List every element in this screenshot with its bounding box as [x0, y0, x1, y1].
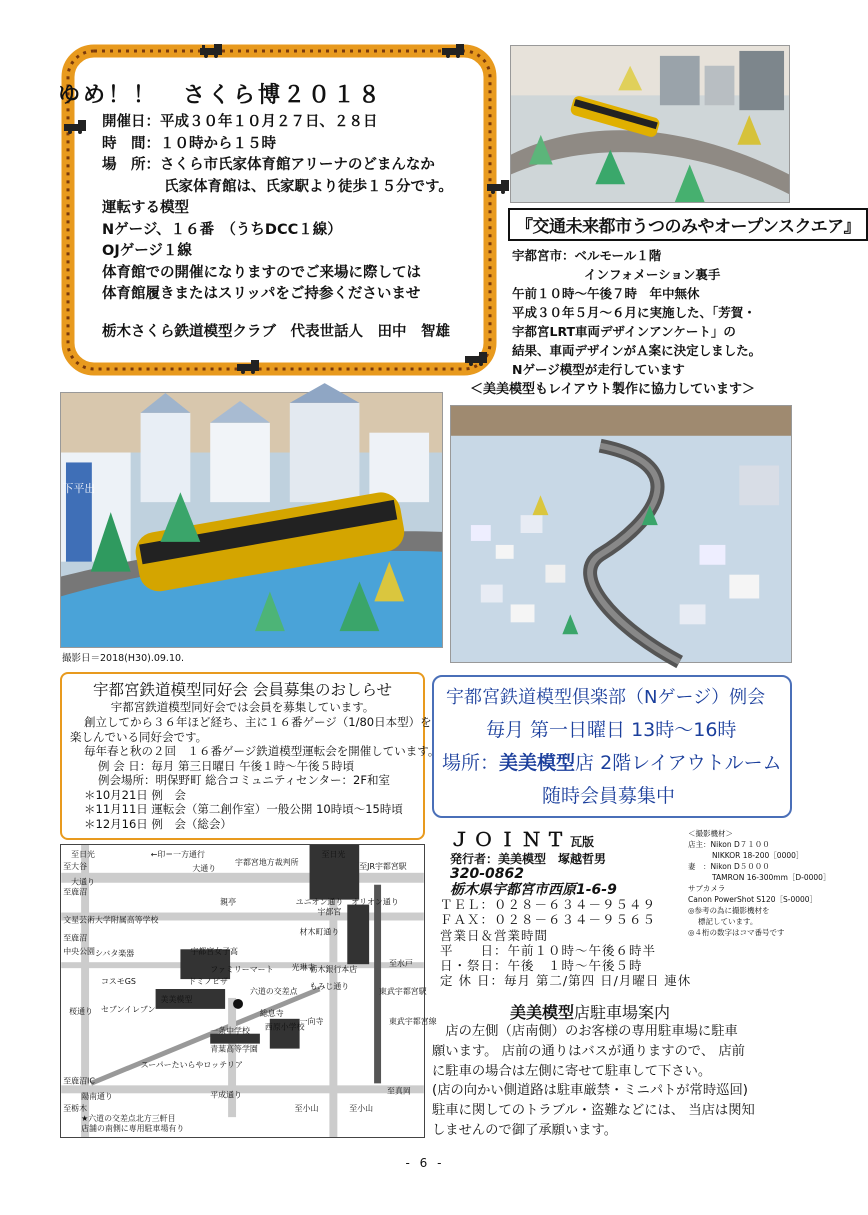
- event-notice-1: 体育館での開催になりますのでご来場に際しては: [102, 264, 421, 281]
- parking-line: しませんので御了承願います。: [432, 1122, 618, 1138]
- joint-address: 栃木県宇都宮市西原1-6-9: [450, 881, 617, 898]
- map-label: 至日光: [321, 849, 346, 859]
- map-label: 陽南通り: [81, 1092, 113, 1102]
- os-line: 午前１０時～午後７時 年中無休: [512, 286, 700, 301]
- parking-shop-name: 美美模型: [510, 1003, 575, 1022]
- recruit-body: [70, 715, 440, 831]
- map-label: 至鹿沼IC: [63, 1076, 95, 1086]
- map-label: 至鹿沼: [63, 933, 88, 943]
- map-drawing: [61, 845, 437, 1137]
- parking-title-rest: 店駐車場案内: [574, 1003, 671, 1022]
- club-line-1: 宇都宮鉄道模型倶楽部（Nゲージ）例会: [446, 687, 766, 708]
- os-line: Nゲージ模型が走行しています: [512, 362, 685, 377]
- recruit-box: [60, 672, 440, 840]
- photo-image: [451, 406, 791, 662]
- map-label: 宇都宮: [317, 907, 342, 917]
- parking-line: 駐車に関してのトラブル・盗難などには、 当店は関知: [432, 1103, 755, 1119]
- map-label: 六道の交差点: [249, 986, 298, 996]
- photo-image: [61, 393, 442, 647]
- joint-weekend-hours: 日・祭日：午後 １時～午後５時: [440, 958, 643, 974]
- photo-tram-closeup: [60, 392, 443, 648]
- recruit-line: 創立してから３６年ほど経ち、主に１６番ゲージ（1/80日本型）を: [84, 715, 432, 729]
- map-label: 桜通り: [69, 1006, 93, 1016]
- map-label: 一条中学校: [210, 1026, 250, 1036]
- os-line: 宇都宮LRT車両デザインアンケート」の: [512, 324, 736, 339]
- map-label: 宇都宮女子高: [190, 947, 238, 957]
- os-line: 宇都宮市：ベルモール１階: [512, 248, 662, 263]
- recruit-line: 例 会 日：毎月 第三日曜日 午後１時～午後５時頃: [98, 758, 355, 773]
- joint-holiday: 定 休 日：毎月 第二/第四 日/月曜日 連休: [440, 973, 692, 989]
- map-label: ドミノピザ: [188, 977, 229, 987]
- map-label: 文星芸術大学附属高等学校: [63, 915, 159, 925]
- joint-title-suffix: 瓦版: [570, 835, 595, 849]
- map-label: 美美模型: [160, 994, 193, 1004]
- map-label: 至大谷: [63, 861, 88, 871]
- os-line: 結果、車両デザインがＡ案に決定しました。: [512, 343, 762, 358]
- parking-line: (店の向かい側道路は駐車厳禁・ミニパトが常時巡回): [432, 1083, 748, 1099]
- locomotive-icon: [62, 120, 92, 134]
- locomotive-icon: [463, 352, 493, 366]
- parking-line: 店の左側（店南側）のお客様の専用駐車場に駐車: [432, 1024, 738, 1039]
- map-label: 材木町通り: [299, 927, 340, 937]
- joint-publisher-block: [450, 852, 617, 898]
- map-label: スーパーたいらやロッテリア: [140, 1060, 243, 1070]
- map-label: 至真岡: [387, 1086, 411, 1096]
- map-label: 大通り: [71, 877, 95, 887]
- map-label: セブンイレブン: [100, 1004, 156, 1014]
- recruit-line: 毎年春と秋の２回 １６番ゲージ鉄道模型運転会を開催しています。: [84, 744, 440, 758]
- map-label: 至鹿沼: [63, 887, 88, 897]
- map-label: 青葉高等学園: [210, 1044, 258, 1054]
- os-line: 平成３０年５月～６月に実施した、「芳賀・: [512, 305, 756, 320]
- camera-line: Canon PowerShot S120［S-0000］: [688, 895, 818, 904]
- map-label: 西原小学校: [264, 1022, 305, 1032]
- map-label: 至日光: [71, 849, 95, 859]
- map-label: 栃木銀行本店: [309, 965, 358, 975]
- event-title: ゆめ！！ さくら博２０１８: [58, 83, 384, 108]
- map-label: 光琳寺: [291, 963, 316, 973]
- joint-publisher: 発行者：美美模型 塚越哲男: [450, 852, 607, 866]
- camera-line: ◎参考の為に撮影機材を: [688, 906, 770, 915]
- camera-line: 妻 ：Nikon D５０００: [688, 862, 770, 871]
- map-label: 至JR宇都宮駅: [359, 861, 407, 871]
- club-line-2: 毎月 第一日曜日 13時～16時: [486, 719, 737, 741]
- map-label: ★六道の交差点北方三軒目: [81, 1114, 176, 1124]
- map-label: 平成通り: [210, 1090, 242, 1100]
- club-line-4: 随時会員募集中: [542, 785, 676, 807]
- photo-layout-overview: [450, 405, 792, 663]
- open-square-details: [512, 246, 761, 379]
- locomotive-icon: [198, 44, 228, 58]
- sign-text: 下平出: [62, 482, 96, 496]
- open-square-note: ＜美美模型もレイアウト製作に協力しています＞: [470, 382, 755, 397]
- recruit-line: ＊11月11日 運転会（第二創作室）一般公開 10時頃～15時頃: [84, 802, 403, 816]
- joint-title-main: ＪＯＩＮＴ: [450, 829, 571, 851]
- joint-contact-block: [440, 897, 691, 989]
- recruit-subtitle: 宇都宮鉄道模型同好会では会員を募集しています。: [110, 700, 375, 714]
- joint-hours-title: 営業日＆営業時間: [440, 927, 549, 943]
- event-notice-2: 体育館履きまたはスリッパをご持参くださいませ: [102, 286, 421, 302]
- event-organizer: 栃木さくら鉄道模型クラブ 代表世話人 田中 智雄: [102, 324, 450, 340]
- map-label: 至小山: [349, 1104, 374, 1114]
- club-place-suffix: 店 2階レイアウトルーム: [575, 752, 782, 774]
- camera-line: TAMRON 16-300mm［D-0000］: [712, 873, 831, 882]
- map-label: もみじ通り: [309, 982, 350, 992]
- map-label: ユニオン通り: [295, 897, 344, 907]
- map-label: シバタ楽器: [95, 949, 135, 959]
- joint-title: [450, 825, 594, 852]
- camera-line: サブカメラ: [688, 884, 726, 893]
- store-map: [60, 844, 437, 1138]
- os-line: インフォメーション裏手: [584, 267, 721, 282]
- event-place: 場 所：さくら市氏家体育館アリーナのどまんなか: [102, 157, 435, 173]
- joint-fax: ＦＡＸ：０２８－６３４－９５６５: [440, 912, 657, 928]
- event-models-n: Nゲージ、１６番 （うちDCC１線）: [102, 221, 342, 238]
- map-label: 中央公園: [63, 947, 95, 957]
- page-number: - 6 -: [405, 1156, 445, 1170]
- parking-line: 願います。 店前の通りはバスが通りますので、 店前: [432, 1043, 745, 1059]
- camera-line: ＜撮影機材＞: [688, 829, 733, 838]
- club-place-prefix: 場所：: [442, 752, 500, 774]
- map-label: オリオン通り: [351, 897, 399, 907]
- parking-title: [510, 1000, 670, 1023]
- recruit-line: ＊12月16日 例 会（総会）: [84, 816, 232, 831]
- event-date: 開催日：平成３０年１０月２７日、２８日: [102, 114, 378, 130]
- map-label: ファミリーマート: [210, 965, 274, 975]
- club-shop-name: 美美模型: [499, 752, 576, 774]
- event-models-oj: OJゲージ１線: [102, 243, 192, 259]
- recruit-line: ＊10月21日 例 会: [84, 787, 186, 802]
- locomotive-icon: [440, 44, 470, 58]
- joint-postal-code: 320-0862: [450, 866, 524, 883]
- map-label: 至水戸: [388, 959, 413, 969]
- joint-weekday-hours: 平 日：午前１０時～午後６時半: [440, 942, 657, 958]
- map-label: コスモGS: [100, 977, 136, 987]
- map-label: 大通り: [192, 863, 217, 873]
- event-models-heading: 運転する模型: [102, 200, 189, 216]
- camera-line: 標記しています。: [698, 917, 758, 926]
- map-label: 東武宇都宮駅: [379, 986, 427, 996]
- event-time: 時 間：１０時から１５時: [102, 135, 276, 152]
- joint-tel: ＴＥＬ：０２８－６３４－９５４９: [440, 897, 657, 912]
- recruit-line: 例会場所：明保野町 総合コミュニティセンター：2F和室: [98, 773, 390, 787]
- map-label: 東武宇都宮線: [388, 1016, 437, 1026]
- recruit-title: 宇都宮鉄道模型同好会 会員募集のおしらせ: [93, 681, 392, 699]
- photo-image: [511, 46, 789, 202]
- map-label: 総息寺: [259, 1008, 284, 1018]
- camera-line: 店主：Nikon D７１００: [688, 840, 770, 849]
- event-access: 氏家体育館は、氏家駅より徒歩１５分です。: [164, 178, 453, 195]
- map-label: 店舗の南側に専用駐車場有り: [81, 1124, 185, 1134]
- camera-line: ◎４桁の数字はコマ番号です: [688, 928, 785, 937]
- map-label: 宇都宮地方裁判所: [235, 857, 299, 867]
- event-details: [102, 112, 453, 306]
- locomotive-icon: [235, 360, 265, 374]
- photo-caption: 撮影日＝2018(H30).09.10.: [62, 653, 185, 664]
- map-label: 至栃木: [63, 1104, 88, 1114]
- photo-tram-layout-top: [510, 45, 790, 203]
- camera-equipment: [688, 828, 830, 938]
- open-square-title: 『交通未来都市うつのみやオープンスクエア』: [508, 208, 868, 241]
- map-label: 一向寺: [299, 1016, 324, 1026]
- map-label: 至小山: [294, 1104, 319, 1114]
- club-box: [432, 675, 792, 818]
- parking-body: [432, 1022, 755, 1141]
- camera-line: NIKKOR 18-200［0000］: [712, 851, 804, 860]
- recruit-line: 楽しんでいる同好会です。: [70, 729, 208, 744]
- parking-line: に駐車の場合は左側に寄せて駐車して下さい。: [432, 1063, 712, 1079]
- map-label: ←印＝一方通行: [150, 849, 205, 859]
- map-label: 親亭: [220, 897, 237, 907]
- club-line-3: [434, 747, 790, 780]
